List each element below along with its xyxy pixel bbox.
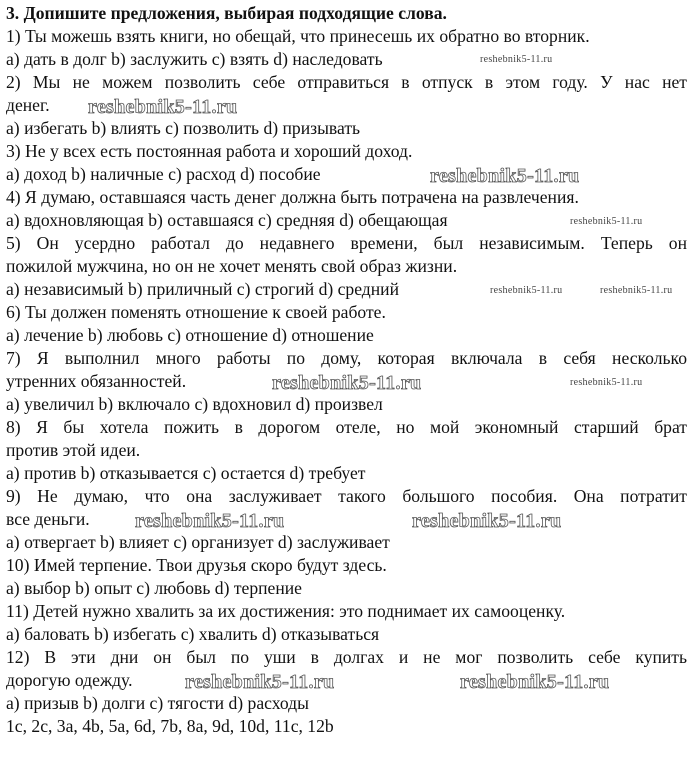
answer-options: a) отвергает b) влияет c) организует d) заслуживает (6, 532, 390, 552)
sentence-line: 10) Имей терпение. Твои друзья скоро будут здесь. (6, 555, 387, 575)
sentence-line: 6) Ты должен поменять отношение к своей работе. (6, 302, 386, 322)
watermark: reshebnik5-11.ru (460, 671, 610, 693)
watermark: reshebnik5-11.ru (600, 285, 673, 296)
answer-options: a) призыв b) долги c) тягости d) расходы (6, 693, 309, 713)
watermark: reshebnik5-11.ru (490, 285, 563, 296)
answer-options: a) выбор b) опыт c) любовь d) терпение (6, 578, 302, 598)
watermark: reshebnik5-11.ru (135, 510, 285, 532)
sentence-line: 7) Я выполнил много работы по дому, которая включала в себя несколько (6, 348, 687, 368)
sentence-line: 12) В эти дни он был по уши в долгах и не мог позволить себе купить (6, 647, 687, 667)
sentence-line: все деньги. (6, 509, 90, 529)
watermark: reshebnik5-11.ru (570, 377, 643, 388)
sentence-line: 3) Не у всех есть постоянная работа и хороший доход. (6, 141, 413, 161)
sentence-line: 4) Я думаю, оставшаяся часть денег должна быть потрачена на развлечения. (6, 187, 579, 207)
watermark: reshebnik5-11.ru (480, 54, 553, 65)
watermark: reshebnik5-11.ru (88, 96, 238, 118)
sentence-line: 5) Он усердно работал до недавнего времени, был независимым. Теперь он (6, 233, 687, 253)
exercise-title: 3. Допишите предложения, выбирая подходящие слова. (6, 3, 447, 23)
sentence-line: против этой идеи. (6, 440, 141, 460)
watermark: reshebnik5-11.ru (412, 510, 562, 532)
sentence-line: 9) Не думаю, что она заслуживает такого большого пособия. Она потратит (6, 486, 687, 506)
answer-options: a) дать в долг b) заслужить c) взять d) наследовать (6, 49, 383, 69)
sentence-line: пожилой мужчина, но он не хочет менять свой образ жизни. (6, 256, 458, 276)
answer-options: a) вдохновляющая b) оставшаяся c) средняя d) обещающая (6, 210, 448, 230)
sentence-line: 2) Мы не можем позволить себе отправиться в отпуск в этом году. У нас нет (6, 72, 687, 92)
sentence-line: 1) Ты можешь взять книги, но обещай, что принесешь их обратно во вторник. (6, 26, 590, 46)
watermark: reshebnik5-11.ru (570, 216, 643, 227)
sentence-line: дорогую одежду. (6, 670, 133, 690)
watermark: reshebnik5-11.ru (272, 372, 422, 394)
watermark: reshebnik5-11.ru (185, 671, 335, 693)
sentence-line: денег. (6, 95, 50, 115)
answer-options: a) увеличил b) включало c) вдохновил d) произвел (6, 394, 383, 414)
answer-options: a) доход b) наличные c) расход d) пособие (6, 164, 321, 184)
answer-key: 1c, 2c, 3a, 4b, 5a, 6d, 7b, 8a, 9d, 10d, 11c, 12b (6, 716, 334, 736)
answer-options: a) против b) отказывается c) остается d) требует (6, 463, 366, 483)
sentence-line: 8) Я бы хотела пожить в дорогом отеле, но мой экономный старший брат (6, 417, 687, 437)
answer-options: a) баловать b) избегать c) хвалить d) отказываться (6, 624, 380, 644)
sentence-line: утренних обязанностей. (6, 371, 187, 391)
watermark: reshebnik5-11.ru (430, 165, 580, 187)
sentence-line: 11) Детей нужно хвалить за их достижения: это поднимает их самооценку. (6, 601, 566, 621)
answer-options: a) избегать b) влиять c) позволить d) призывать (6, 118, 361, 138)
answer-options: a) лечение b) любовь c) отношение d) отношение (6, 325, 374, 345)
answer-options: a) независимый b) приличный c) строгий d) средний (6, 279, 400, 299)
